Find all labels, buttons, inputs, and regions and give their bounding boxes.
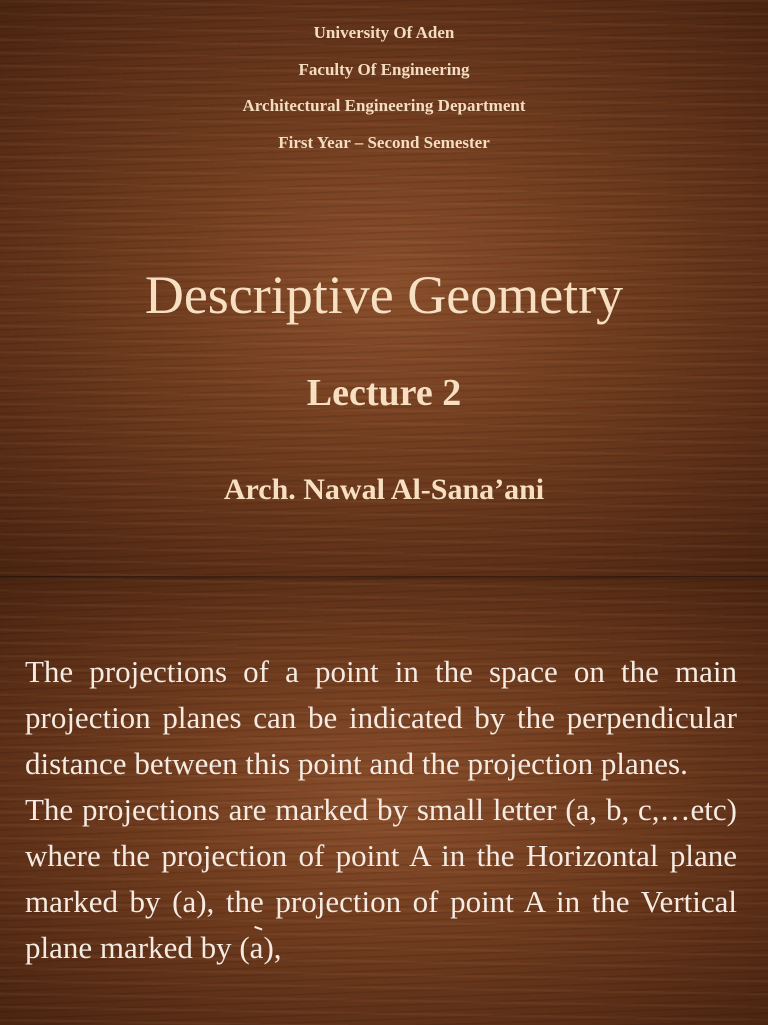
content-slide	[0, 576, 768, 1025]
paragraph-text-start: The projections are marked by small letter (a, b, c,…etc) where the projection of point A in the Horizontal plane marked by (a), the projection of point A in the Vertical plane marked by (	[25, 792, 737, 965]
lecture-number: Lecture 2	[306, 372, 462, 414]
paragraph-projections-intro: The projections of a point in the space on the main projection planes can be indicated by the perpendicular distance between this point and the projection planes.	[25, 654, 737, 781]
paragraph-projection-marking	[25, 787, 737, 971]
author-name: Arch. Nawal Al-Sana’ani	[223, 473, 545, 506]
slide-title: Descriptive Geometry	[144, 265, 624, 325]
paragraph-text-end: ),	[263, 930, 282, 965]
department-name: Architectural Engineering Department	[242, 96, 526, 115]
university-name: University Of Aden	[313, 23, 455, 42]
content-body	[25, 649, 737, 971]
institution-header	[0, 20, 768, 166]
term-label: First Year – Second Semester	[278, 132, 490, 152]
accented-letter-a: a	[250, 925, 264, 971]
faculty-name: Faculty Of Engineering	[298, 59, 470, 79]
